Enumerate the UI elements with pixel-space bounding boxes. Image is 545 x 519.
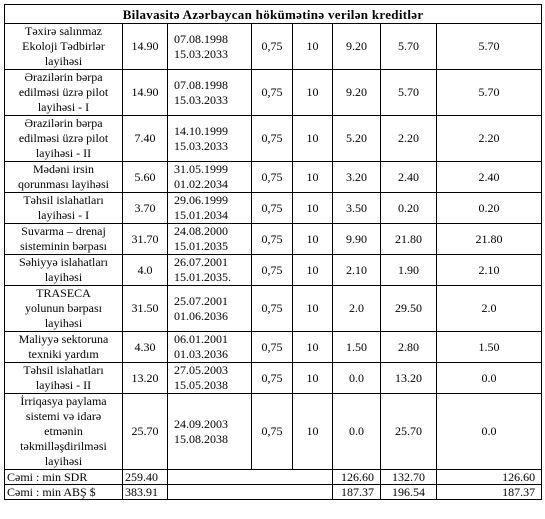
term-cell: 10 [293, 116, 333, 162]
value-cell-3: 2.10 [437, 255, 542, 286]
value-cell-3: 2.0 [437, 286, 542, 332]
project-name-cell: Təhsil islahatları layihəsi - I [5, 193, 123, 224]
value-cell-2: 5.70 [381, 24, 437, 70]
project-name-cell: Ərazilərin bərpa edilməsi üzrə pilot layihəsi - II [5, 116, 123, 162]
project-name-cell: Təhsil islahatları layihəsi - II [5, 363, 123, 394]
amount-cell: 5.60 [123, 162, 168, 193]
value-cell-3: 0.0 [437, 363, 542, 394]
value-cell-1: 1.50 [333, 332, 381, 363]
value-cell-2: 2.80 [381, 332, 437, 363]
value-cell-2: 0.20 [381, 193, 437, 224]
value-cell-3: 5.70 [437, 70, 542, 116]
term-cell: 10 [293, 224, 333, 255]
term-cell: 10 [293, 70, 333, 116]
table-row [5, 332, 542, 363]
value-cell-3: 2.40 [437, 162, 542, 193]
rate-cell: 0,75 [252, 224, 293, 255]
value-cell-1: 2.0 [333, 286, 381, 332]
table-row [5, 363, 542, 394]
rate-cell: 0,75 [252, 162, 293, 193]
value-cell-3: 2.20 [437, 116, 542, 162]
value-cell-3: 1.50 [437, 332, 542, 363]
amount-cell: 14.90 [123, 70, 168, 116]
value-cell-2: 1.90 [381, 255, 437, 286]
term-cell: 10 [293, 363, 333, 394]
amount-cell: 13.20 [123, 363, 168, 394]
value-cell-3: 0.20 [437, 193, 542, 224]
rate-cell: 0,75 [252, 332, 293, 363]
total-value-2: 132.70 [381, 470, 437, 485]
dates-cell: 14.10.1999 15.03.2033 [168, 116, 252, 162]
value-cell-1: 9.90 [333, 224, 381, 255]
amount-cell: 31.70 [123, 224, 168, 255]
value-cell-1: 0.0 [333, 363, 381, 394]
total-label: Cəmi : min SDR [5, 470, 123, 485]
table-title: Bilavasitə Azərbaycan hökümətinə verilən kreditlər [5, 5, 542, 24]
value-cell-1: 9.20 [333, 24, 381, 70]
value-cell-3: 5.70 [437, 24, 542, 70]
table-row [5, 286, 542, 332]
term-cell: 10 [293, 162, 333, 193]
rate-cell: 0,75 [252, 193, 293, 224]
value-cell-2: 21.80 [381, 224, 437, 255]
dates-cell: 27.05.2003 15.05.2038 [168, 363, 252, 394]
dates-cell: 06.01.2001 01.03.2036 [168, 332, 252, 363]
value-cell-1: 9.20 [333, 70, 381, 116]
value-cell-3: 0.0 [437, 394, 542, 470]
project-name-cell: Təxirə salınmaz Ekoloji Tədbirlər layihəsi [5, 24, 123, 70]
rate-cell: 0,75 [252, 70, 293, 116]
rate-cell: 0,75 [252, 116, 293, 162]
total-value-3: 187.37 [437, 485, 542, 500]
total-amount: 259.40 [123, 470, 168, 485]
value-cell-3: 21.80 [437, 224, 542, 255]
value-cell-1: 5.20 [333, 116, 381, 162]
empty-cell [168, 470, 333, 485]
table-body [5, 24, 542, 470]
total-value-2: 196.54 [381, 485, 437, 500]
project-name-cell: Mədəni irsin qorunması layihəsi [5, 162, 123, 193]
table-row [5, 394, 542, 470]
value-cell-2: 5.70 [381, 70, 437, 116]
total-value-3: 126.60 [437, 470, 542, 485]
table-row [5, 162, 542, 193]
dates-cell: 24.09.2003 15.08.2038 [168, 394, 252, 470]
total-row [5, 485, 542, 500]
value-cell-2: 2.20 [381, 116, 437, 162]
dates-cell: 31.05.1999 01.02.2034 [168, 162, 252, 193]
value-cell-2: 29.50 [381, 286, 437, 332]
term-cell: 10 [293, 24, 333, 70]
rate-cell: 0,75 [252, 286, 293, 332]
value-cell-1: 2.10 [333, 255, 381, 286]
amount-cell: 14.90 [123, 24, 168, 70]
project-name-cell: İrriqasya paylama sistemi və idarə etmənin təkmilləşdirilməsi layihəsi [5, 394, 123, 470]
term-cell: 10 [293, 286, 333, 332]
term-cell: 10 [293, 332, 333, 363]
project-name-cell: TRASECA yolunun bərpası layihəsi [5, 286, 123, 332]
dates-cell: 24.08.2000 15.01.2035 [168, 224, 252, 255]
rate-cell: 0,75 [252, 394, 293, 470]
project-name-cell: Səhiyyə islahatları layihəsi [5, 255, 123, 286]
total-value-1: 187.37 [333, 485, 381, 500]
total-value-1: 126.60 [333, 470, 381, 485]
table-row [5, 116, 542, 162]
total-amount: 383.91 [123, 485, 168, 500]
total-label: Cəmi : min ABŞ $ [5, 485, 123, 500]
dates-cell: 25.07.2001 01.06.2036 [168, 286, 252, 332]
amount-cell: 4.30 [123, 332, 168, 363]
dates-cell: 26.07.2001 15.01.2035. [168, 255, 252, 286]
value-cell-2: 13.20 [381, 363, 437, 394]
rate-cell: 0,75 [252, 363, 293, 394]
amount-cell: 25.70 [123, 394, 168, 470]
project-name-cell: Maliyyə sektoruna texniki yardım [5, 332, 123, 363]
dates-cell: 07.08.1998 15.03.2033 [168, 70, 252, 116]
amount-cell: 31.50 [123, 286, 168, 332]
table-row [5, 24, 542, 70]
amount-cell: 3.70 [123, 193, 168, 224]
term-cell: 10 [293, 255, 333, 286]
table-row [5, 70, 542, 116]
term-cell: 10 [293, 394, 333, 470]
credits-table [4, 4, 542, 500]
total-row [5, 470, 542, 485]
value-cell-1: 3.50 [333, 193, 381, 224]
project-name-cell: Suvarma – drenaj sisteminin bərpası [5, 224, 123, 255]
dates-cell: 29.06.1999 15.01.2034 [168, 193, 252, 224]
table-row [5, 224, 542, 255]
amount-cell: 4.0 [123, 255, 168, 286]
rate-cell: 0,75 [252, 24, 293, 70]
amount-cell: 7.40 [123, 116, 168, 162]
term-cell: 10 [293, 193, 333, 224]
project-name-cell: Ərazilərin bərpa edilməsi üzrə pilot layihəsi - I [5, 70, 123, 116]
value-cell-2: 25.70 [381, 394, 437, 470]
dates-cell: 07.08.1998 15.03.2033 [168, 24, 252, 70]
empty-cell [168, 485, 333, 500]
value-cell-2: 2.40 [381, 162, 437, 193]
value-cell-1: 3.20 [333, 162, 381, 193]
rate-cell: 0,75 [252, 255, 293, 286]
table-row [5, 255, 542, 286]
table-totals [5, 470, 542, 500]
table-row [5, 193, 542, 224]
value-cell-1: 0.0 [333, 394, 381, 470]
